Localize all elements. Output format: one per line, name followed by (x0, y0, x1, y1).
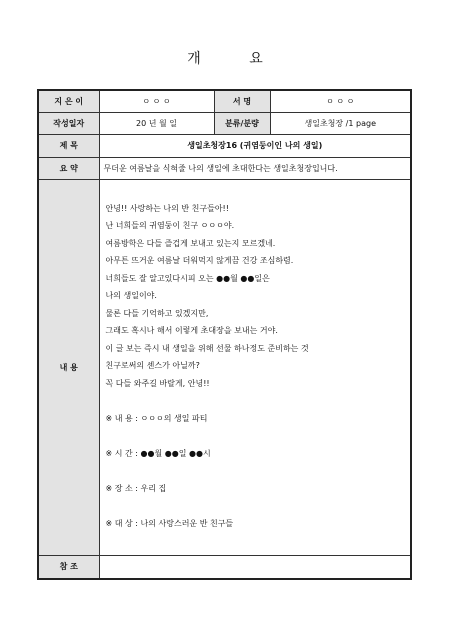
spacer (106, 427, 411, 445)
detail-when: ※ 시 간 : ●●월 ●●일 ●●시 (105, 448, 211, 458)
content-label: 내 용 (38, 179, 99, 555)
date-value[interactable]: 20 년 월 일 (99, 112, 214, 134)
category-label: 분류/분량 (214, 112, 270, 134)
sign-value[interactable]: ㅇ ㅇ ㅇ (270, 90, 411, 112)
content-body[interactable] (99, 179, 411, 555)
content-line: 이 글 보는 즉시 내 생일을 위해 선물 하나정도 준비하는 것 (105, 343, 309, 353)
content-text (100, 180, 411, 533)
content-line: 안녕!! 사랑하는 나의 반 친구들아!! (105, 203, 229, 213)
date-label: 작성일자 (38, 112, 99, 134)
spacer (106, 497, 411, 515)
detail-where: ※ 장 소 : 우리 집 (105, 483, 167, 493)
content-line: 너희들도 잘 알고있다시피 오는 ●●월 ●●일은 (105, 273, 270, 283)
spacer (106, 392, 411, 410)
overview-form (37, 89, 412, 580)
detail-who: ※ 대 상 : 나의 사랑스러운 반 친구들 (105, 518, 234, 528)
author-row (38, 90, 411, 112)
content-line: 그래도 혹시나 해서 이렇게 초대장을 보내는 거야. (105, 326, 278, 335)
reference-value[interactable] (99, 555, 411, 579)
document-title: 개 요 (187, 51, 285, 67)
content-line: 친구로써의 센스가 아닐까? (105, 361, 200, 370)
subject-value[interactable]: 생일초청장16 (귀염둥이인 나의 생일) (99, 134, 411, 157)
subject-label: 제 목 (38, 134, 99, 157)
author-label: 지 은 이 (38, 90, 99, 112)
content-row (38, 179, 411, 555)
summary-value[interactable]: 무더운 여름날을 식혀줄 나의 생일에 초대한다는 생일초청장입니다. (99, 157, 411, 179)
sign-label: 서 명 (214, 90, 270, 112)
content-line: 아무튼 뜨거운 여름날 더워먹지 않게끔 건강 조심하렴. (105, 256, 294, 265)
reference-label: 참 조 (38, 555, 99, 579)
reference-row (38, 555, 411, 579)
detail-what: ※ 내 용 : ㅇㅇㅇ의 생일 파티 (105, 413, 208, 423)
content-line: 물론 다들 기억하고 있겠지만, (105, 308, 209, 318)
content-line: 꼭 다들 와주길 바랄게, 안녕!! (105, 378, 210, 388)
summary-row (38, 157, 411, 179)
subject-row (38, 134, 411, 157)
content-line: 난 너희들의 귀염둥이 친구 ㅇㅇㅇ야. (105, 221, 235, 230)
content-line: 여름방학은 다들 즐겁게 보내고 있는지 모르겠네. (105, 238, 276, 248)
summary-label: 요 약 (38, 157, 99, 179)
author-value[interactable]: ㅇ ㅇ ㅇ (99, 90, 214, 112)
category-value[interactable]: 생일초청장 /1 page (270, 112, 411, 134)
content-line: 나의 생일이야. (105, 291, 157, 300)
date-row (38, 112, 411, 134)
spacer (106, 462, 411, 480)
